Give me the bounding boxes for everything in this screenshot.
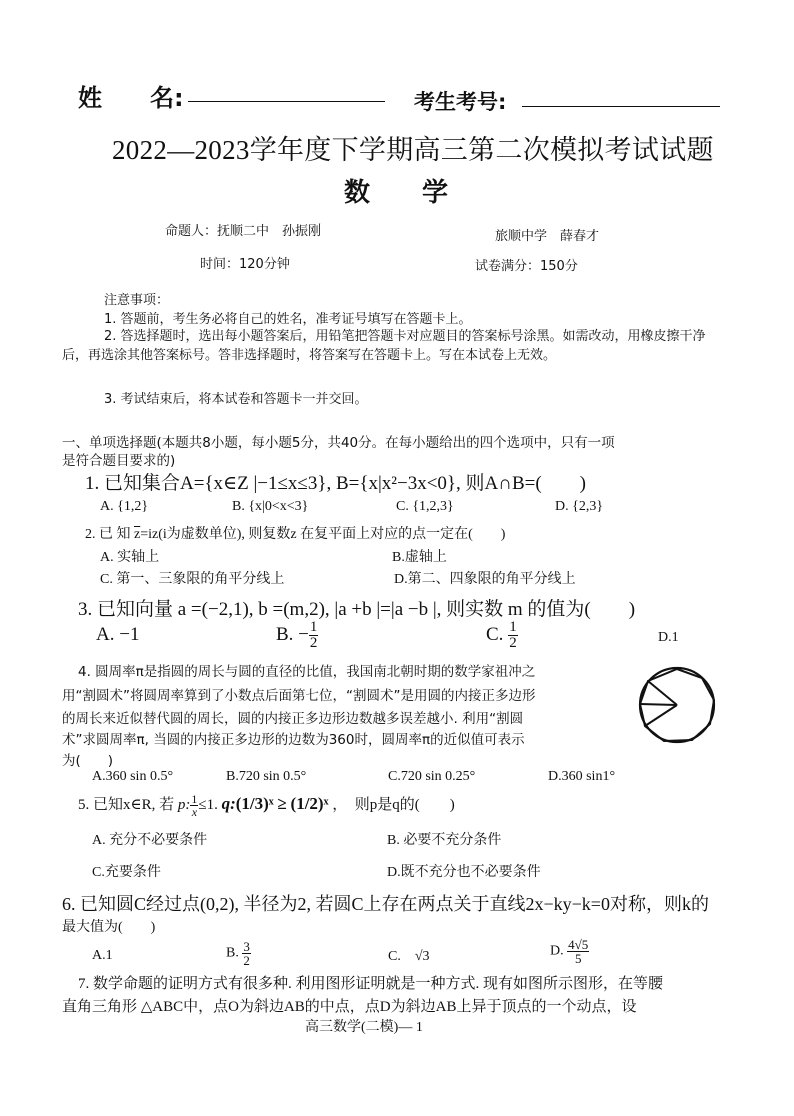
q3-option-b-fraction: [309, 620, 319, 651]
q6-option-d-numerator: 4√5: [568, 937, 589, 952]
q4-line1: 4. 圆周率π是指圆的周长与圆的直径的比值，我国南北朝时期的数学家祖冲之: [78, 664, 536, 680]
q3-option-c-numerator: 1: [509, 619, 517, 635]
q7-line2: 直角三角形 △ABC中，点O为斜边AB的中点，点D为斜边AB上异于顶点的一个动点，设: [62, 999, 637, 1015]
q2-stem-suffix: =iz(i为虚数单位), 则复数z 在复平面上对应的点一定在( ): [140, 527, 506, 542]
q6-stem-line2: 最大值为( ): [62, 920, 156, 935]
author-left: 命题人：抚顺二中 孙振刚: [165, 224, 322, 239]
q1-option-b: B. {x|0<x<3}: [232, 499, 309, 514]
q3-option-c: [486, 620, 518, 651]
q2-option-c: C. 第一、三象限的角平分线上: [100, 572, 285, 587]
q4-line5: 为( ): [62, 753, 114, 769]
q6-option-d-fraction: [567, 938, 589, 965]
q6-option-b-prefix: B.: [226, 945, 243, 961]
q5-option-d: D.既不充分也不必要条件: [387, 865, 541, 880]
q5-q-label: q:: [221, 794, 236, 813]
q4-line4: 术”求圆周率π, 当圆的内接正多边形的边数为360时，圆周率π的近似值可表示: [62, 732, 525, 748]
q6-option-d-denominator: 5: [574, 951, 582, 966]
q3-option-b: [276, 620, 318, 651]
q4-line2: 用“割圆术”将圆周率算到了小数点后面第七位，“割圆术”是用圆的内接正多边形: [62, 688, 536, 704]
section1-line1: 一、单项选择题(本题共8小题，每小题5分，共40分。在每小题给出的四个选项中，只有一项: [62, 435, 615, 451]
q3-option-a: [96, 624, 139, 646]
q2-option-b: B.虚轴上: [392, 550, 447, 565]
section1-line2: 是符合题目要求的): [62, 453, 176, 469]
notice-heading: 注意事项：: [104, 293, 170, 308]
q6-option-b-fraction: [242, 940, 251, 967]
inscribed-polygon-figure: [636, 664, 718, 746]
q2-z-conjugate: $\overline{z}$: [134, 527, 141, 542]
notice-item-3: 3. 考试结束后，将本试卷和答题卡一并交回。: [104, 392, 368, 407]
q5-p-suffix: ≤1.: [198, 797, 218, 813]
q1-option-a: A. {1,2}: [100, 499, 149, 514]
name-label: 姓 名:: [78, 84, 184, 112]
q4-option-a: A.360 sin 0.5°: [92, 769, 174, 784]
q5-stem-suffix: ， 则p是q的( ): [332, 797, 455, 813]
q7-line1: 7. 数学命题的证明方式有很多种. 利用图形证明就是一种方式. 现有如图所示图形，在等腰: [78, 976, 664, 992]
notice-item-1: 1. 答题前，考生务必将自己的姓名，准考证号填写在答题卡上。: [104, 312, 472, 327]
q3-option-c-fraction: [508, 620, 518, 651]
notice-item-2: 2. 答选择题时，选出每小题答案后，用铅笔把答题卡对应题目的答案标号涂黑。如需改动，用橡皮擦干净后，再选涂其他答案标号。答非选择题时，将答案写在答题卡上。写在本试卷上无效。: [62, 329, 706, 363]
q6-option-d: [550, 938, 589, 965]
q6-option-b-numerator: 3: [243, 939, 250, 954]
q5-option-b: B. 必要不充分条件: [387, 833, 502, 848]
q4-line3: 的周长来近似替代圆的周长，圆的内接正多边形边数越多误差越小. 利用“割圆: [62, 711, 524, 727]
q1-option-c: C. {1,2,3}: [396, 499, 454, 514]
exam-score: 试卷满分：150分: [475, 259, 578, 274]
q5-q-left: (1/3)ˣ: [235, 794, 274, 813]
q5-p-denominator: x: [191, 805, 198, 820]
exam-title: 2022—2023学年度下学期高三第二次模拟考试试题: [112, 135, 714, 165]
q3-option-a-prefix: A.: [96, 624, 120, 645]
q1-option-d: D. {2,3}: [555, 499, 604, 514]
q5-q-right: (1/2)ˣ: [290, 794, 329, 813]
q5-option-c: C.充要条件: [92, 865, 161, 880]
q6-option-c: C. √3: [388, 949, 430, 964]
q4-option-b: B.720 sin 0.5°: [226, 769, 307, 784]
q6-option-b: [226, 940, 251, 967]
q5-p-numerator: 1: [191, 792, 198, 807]
q2-stem: [85, 523, 505, 543]
q5-stem: [78, 793, 455, 818]
author-right: 旅顺中学 薛春才: [495, 229, 600, 244]
q3-stem: 3. 已知向量 a =(−2,1), b =(m,2), |a +b |=|a −b |, 则实数 m 的值为( ): [78, 599, 636, 620]
exam-id-blank-line: [522, 106, 720, 107]
q3-option-d: D.1: [658, 630, 679, 645]
q6-option-a: A.1: [92, 948, 113, 963]
q3-option-c-prefix: C.: [486, 623, 509, 645]
q3-option-b-denominator: 2: [309, 635, 318, 651]
page-footer: 高三数学(二模)— 1: [305, 1020, 423, 1035]
q4-option-d: D.360 sin1°: [548, 769, 616, 784]
q4-option-c: C.720 sin 0.25°: [388, 769, 476, 784]
q6-option-b-denominator: 2: [243, 953, 250, 968]
q2-option-d: D.第二、四象限的角平分线上: [394, 572, 576, 587]
q3-option-b-numerator: 1: [309, 619, 318, 635]
name-blank-line: [188, 101, 385, 102]
q1-stem: 1. 已知集合A={x∈Z |−1≤x≤3}, B={x|x²−3x<0}, 则A∩B=( ): [85, 473, 587, 494]
subject-title: 数 学: [344, 178, 449, 207]
q6-option-d-prefix: D.: [550, 943, 568, 959]
q2-option-a: A. 实轴上: [100, 550, 160, 565]
q5-p-label: p:: [177, 797, 191, 813]
q6-stem-line1: 6. 已知圆C经过点(0,2), 半径为2, 若圆C上存在两点关于直线2x−ky−k=0对称，则k的: [62, 894, 709, 914]
q5-option-a: A. 充分不必要条件: [92, 833, 208, 848]
q3-option-a-value: −1: [119, 624, 140, 645]
q5-q-relation: ≥: [277, 794, 287, 813]
q2-stem-prefix: 2. 已 知: [85, 527, 134, 542]
exam-id-label: 考生考号:: [414, 90, 507, 114]
q3-option-c-denominator: 2: [509, 635, 517, 651]
q5-stem-prefix: 5. 已知x∈R, 若: [78, 797, 178, 813]
q3-option-b-prefix: B. −: [276, 623, 309, 645]
exam-time: 时间：120分钟: [200, 257, 290, 272]
